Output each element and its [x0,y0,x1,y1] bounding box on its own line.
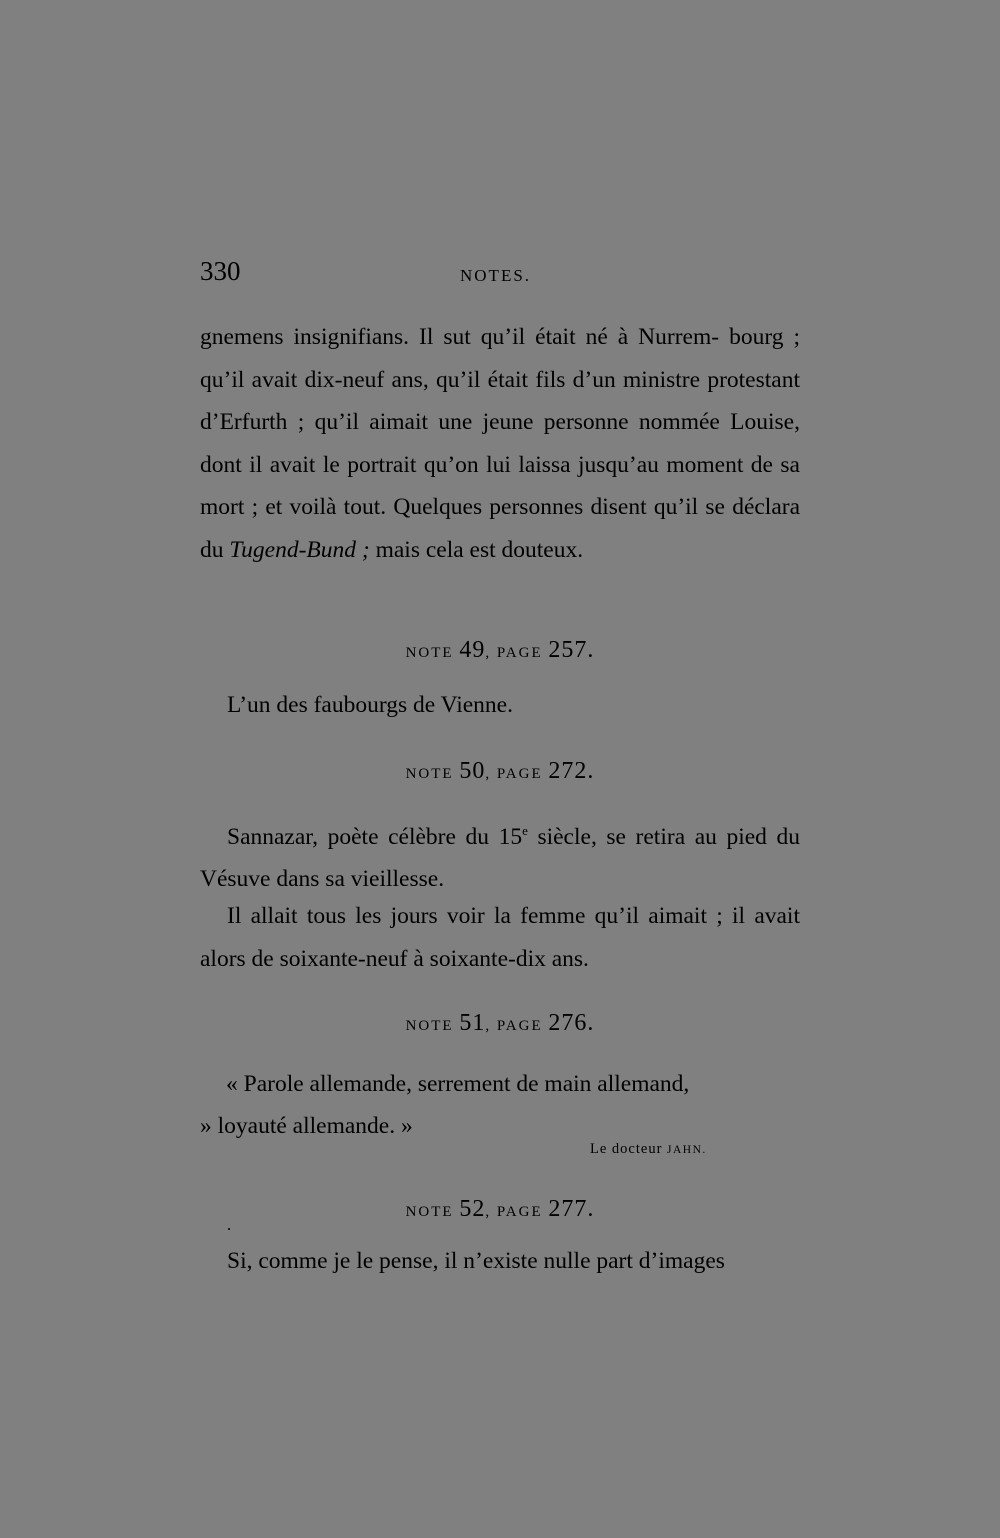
note-text: L’un des faubourgs de Vienne. [227,692,513,718]
page-number: 330 [200,256,241,286]
note-number: 51 [459,1010,486,1036]
continuation-line: mais cela est douteux. [369,536,584,563]
page-label: PAGE [496,766,543,782]
note-number: 50 [459,758,486,784]
note-paragraph [200,810,800,901]
note-heading: NOTE 51, PAGE 276. [405,1010,595,1036]
note-page: 277. [548,1196,595,1222]
note-label: NOTE [405,1018,454,1034]
note-label: NOTE [405,1204,454,1220]
note-page: 257. [548,637,595,663]
note-text: siècle, se retira au pied du Vésuve dans sa vieillesse. [200,823,800,893]
continuation-line: ministre protestant d’Erfurth ; qu’il aimait une jeune [200,366,800,435]
note-text: Si, comme je le pense, il n’existe nulle part d’images [227,1248,725,1274]
continuation-line: bourg ; qu’il avait dix-neuf ans, qu’il était fils d’un [200,324,801,393]
italic-term: Tugend- [229,536,307,563]
note-label: NOTE [405,645,454,661]
signature-name: JAHN. [667,1144,707,1156]
page-label: PAGE [496,645,543,661]
running-title: NOTES. [460,266,532,285]
signature [590,1141,707,1158]
continuation-line: lui laissa jusqu’au moment de sa mort ; et voilà tout. [200,451,800,520]
quote-line: « Parole allemande, serrement de main allemand, [226,1071,690,1097]
superscript: e [522,823,528,838]
continuation-paragraph [200,316,800,571]
signature-prefix: Le docteur [590,1141,668,1157]
note-number: 52 [459,1196,486,1222]
note-number: 49 [459,637,486,663]
note-page: 276. [548,1010,595,1036]
note-heading: NOTE 52, PAGE 277. [405,1196,595,1222]
note-heading: NOTE 49, PAGE 257. [405,637,595,663]
page-header [200,256,800,292]
continuation-line: gnemens insignifians. Il sut qu’il était né à Nurrem- [200,324,720,350]
continuation-line: Quelques personnes disent qu’il se déclara du [200,494,801,563]
note-paragraph: Il allait tous les jours voir la femme qu’il aimait ; il avait alors de soixante-neuf à soixante-dix ans. [200,903,800,972]
note-heading: NOTE 50, PAGE 272. [405,758,595,784]
note-label: NOTE [405,766,454,782]
note-page: 272. [548,758,595,784]
page-label: PAGE [496,1018,543,1034]
italic-term: Bund ; [306,536,370,563]
page-label: PAGE [496,1204,543,1220]
quote-line: » loyauté allemande. » [200,1113,413,1139]
note-text: Sannazar, poète célèbre du 15 [227,823,523,850]
ink-speck [228,1228,230,1230]
continuation-line: personne nommée Louise, dont il avait le portrait qu’on [200,409,800,478]
